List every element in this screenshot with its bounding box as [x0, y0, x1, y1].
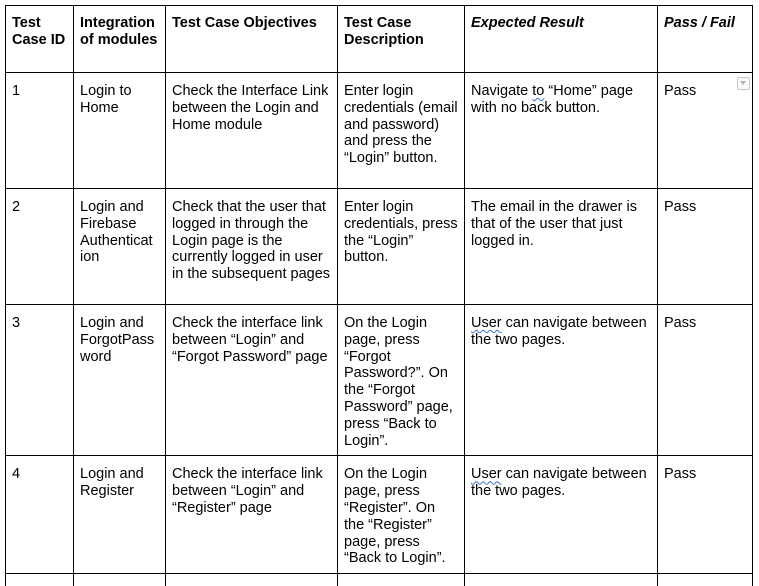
cell-empty [166, 574, 338, 586]
cell-pass-fail[interactable] [658, 73, 753, 189]
cell-empty [338, 574, 465, 586]
cell-objective: Check the Interface Link between the Login and Home module [166, 73, 338, 189]
cell-empty [658, 574, 753, 586]
cell-pass-fail: Pass [658, 456, 753, 574]
cell-empty [465, 574, 658, 586]
table-row [6, 305, 753, 456]
cell-expected-result: The email in the drawer is that of the user that just logged in. [465, 189, 658, 305]
cell-modules: Login and Register [74, 456, 166, 574]
table-row [6, 456, 753, 574]
result-value: Pass [664, 83, 697, 99]
spellcheck-word: User [471, 315, 502, 331]
cell-description: On the Login page, press “Register”. On the “Register” page, press “Back to Login”. [338, 456, 465, 574]
cell-test-case-id: 3 [6, 305, 74, 456]
cell-modules: Login and Firebase Authenticat ion [74, 189, 166, 305]
cell-expected-result [465, 456, 658, 574]
header-test-case-description: Test Case Description [338, 6, 465, 73]
header-expected-result: Expected Result [465, 6, 658, 73]
cell-test-case-id: 2 [6, 189, 74, 305]
header-test-case-objectives: Test Case Objectives [166, 6, 338, 73]
cell-objective: Check that the user that logged in through the Login page is the currently logged in user in the subsequent pages [166, 189, 338, 305]
cell-description: Enter login credentials, press the “Login” button. [338, 189, 465, 305]
header-integration-of-modules: Integration of modules [74, 6, 166, 73]
cell-modules: Login and ForgotPass word [74, 305, 166, 456]
integration-test-table [5, 5, 753, 586]
cell-test-case-id: 4 [6, 456, 74, 574]
cell-description: Enter login credentials (email and password) and press the “Login” button. [338, 73, 465, 189]
expected-text: can navigate between the two pages. [471, 315, 647, 348]
cell-objective: Check the interface link between “Login” and “Forgot Password” page [166, 305, 338, 456]
spellcheck-word: User [471, 466, 502, 483]
table-row-partial [6, 574, 753, 586]
cell-modules: Login to Home [74, 73, 166, 189]
cell-test-case-id: 1 [6, 73, 74, 189]
cell-description: On the Login page, press “Forgot Password?”. On the “Forgot Password” page, press “Back to Login”. [338, 305, 465, 456]
header-row [6, 6, 753, 73]
header-pass-fail: Pass / Fail [658, 6, 753, 73]
cell-expected-result [465, 305, 658, 456]
cell-empty [74, 574, 166, 586]
cell-pass-fail: Pass [658, 305, 753, 456]
cell-empty [6, 574, 74, 586]
expected-text: Navigate [471, 83, 533, 99]
cell-objective: Check the interface link between “Login” and “Register” page [166, 456, 338, 574]
table-row [6, 73, 753, 189]
spellcheck-word: to [532, 83, 545, 99]
expected-text: can navigate between the two pages. [471, 466, 647, 500]
chevron-down-icon[interactable] [737, 77, 750, 90]
header-test-case-id: Test Case ID [6, 6, 74, 73]
expected-text: “Home” page with no back button. [471, 83, 634, 116]
table-row [6, 189, 753, 305]
cell-expected-result [465, 73, 658, 189]
cell-pass-fail: Pass [658, 189, 753, 305]
